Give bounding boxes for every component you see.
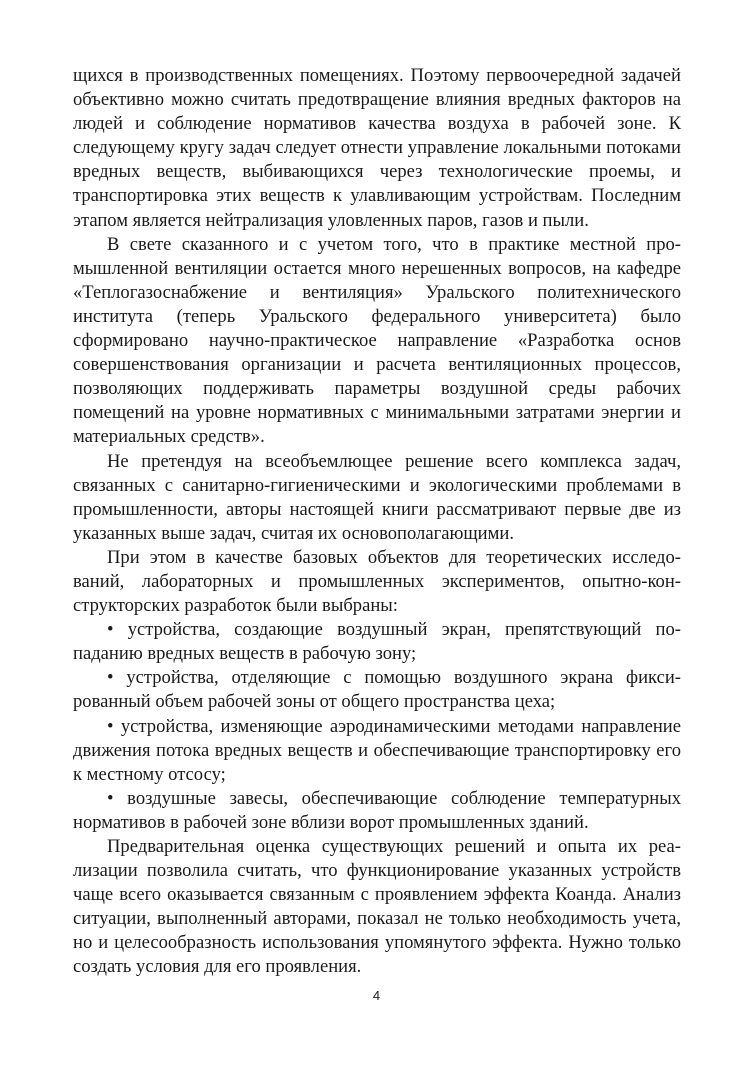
- paragraph: При этом в качестве базовых объектов для теоретических исследований, лабораторных и промышленных экспериментов, опытно-конструкторских разработок были выбраны:: [73, 546, 681, 617]
- page-body: [73, 64, 681, 980]
- bullet-item: • устройства, отделяющие с помощью воздушного экрана фиксированный объем рабочей зоны от общего пространства цеха;: [73, 667, 681, 713]
- paragraph: В свете сказанного и с учетом того, что в практике местной промышленной вентиляции остается много нерешенных вопросов, на кафедре «Теплогазоснабжение и вентиляция» Уральского политехнического института (теперь Уральского федерального университета) было сформировано научно-практическое направление «Разработка основ совершенствования организации и расчета вентиляционных процессов, позволяющих поддерживать параметры воздушной среды рабочих помещений на уровне нормативных с минимальными затратами энергии и материальных средств».: [73, 233, 681, 448]
- bullet-item: • устройства, создающие воздушный экран, препятствующий попаданию вредных веществ в рабочую зону;: [73, 619, 681, 665]
- paragraph: щихся в производственных помещениях. Поэтому первоочередной задачей объективно можно считать предотвращение влияния вредных факторов на людей и соблюдение нормативов качества воздуха в рабочей зоне. К следующему кругу задач следует отнести управление локальными потоками вредных веществ, выбивающихся через технологические проемы, и транспортировка этих веществ к улавливающим устройствам. Последним этапом является нейтрализация уловленных паров, газов и пыли.: [73, 65, 681, 231]
- bullet-item: • устройства, изменяющие аэродинамическими методами направление движения потока вредных веществ и обеспечивающие транспортировку его к местному отсосу;: [73, 715, 681, 785]
- bullet-item: • воздушные завесы, обеспечивающие соблюдение температурных нормативов в рабочей зоне вблизи ворот промышленных зданий.: [73, 787, 681, 833]
- paragraph: Не претендуя на всеобъемлющее решение всего комплекса задач, связанных с санитарно-гигиеническими и экологическими проблемами в промышленности, авторы настоящей книги рассматривают первые две из указанных выше задач, считая их основополагающими.: [73, 450, 681, 544]
- page-number: 4: [372, 988, 381, 1003]
- paragraph: Предварительная оценка существующих решений и опыта их реализации позволила считать, что функционирование указанных устройств чаще всего оказывается связанным с проявлением эффекта Коанда. Анализ ситуации, выполненный авторами, показал не только необходимость учета, но и целесообразность использования упомянутого эффекта. Нужно только создать условия для его проявления.: [73, 836, 681, 978]
